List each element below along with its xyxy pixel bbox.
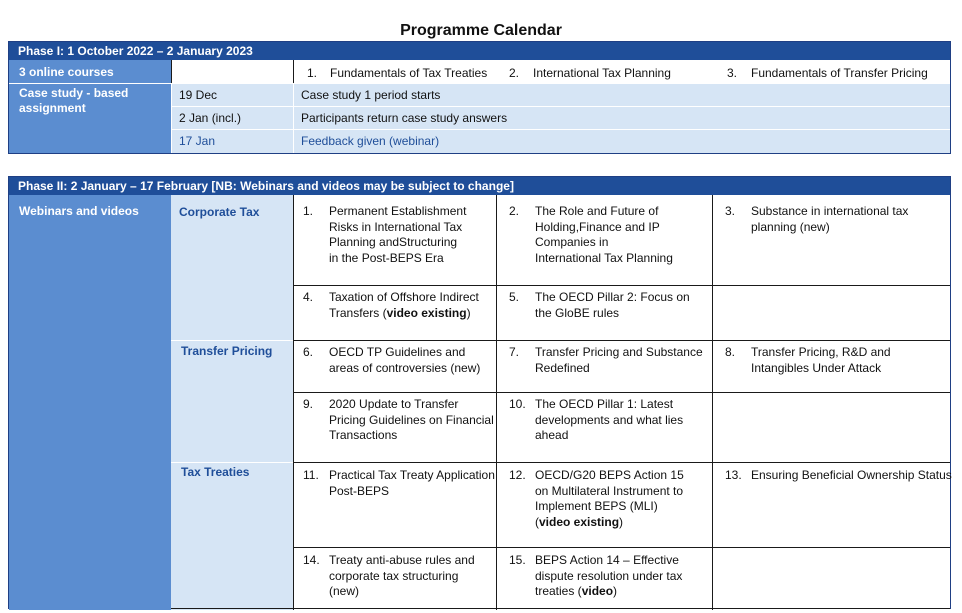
case-study-label: Case study - based assignment — [9, 83, 171, 153]
case-date-1: 19 Dec — [179, 88, 218, 102]
case-date-2: 2 Jan (incl.) — [179, 111, 242, 125]
course-1: Fundamentals of Tax Treaties — [330, 66, 488, 80]
case-desc-1: Case study 1 period starts — [301, 88, 441, 102]
page-title: Programme Calendar — [400, 22, 562, 39]
category-tax-treaties: Tax Treaties — [181, 465, 250, 479]
phase1-header: Phase I: 1 October 2022 – 2 January 2023 — [9, 42, 950, 60]
courses-label: 3 online courses — [9, 60, 171, 83]
course-2: International Tax Planning — [533, 66, 671, 80]
case-desc-3: Feedback given (webinar) — [301, 134, 440, 148]
course-3: Fundamentals of Transfer Pricing — [751, 66, 928, 80]
category-transfer-pricing: Transfer Pricing — [181, 344, 273, 358]
course-3-num: 3. — [727, 66, 738, 80]
course-2-num: 2. — [509, 66, 520, 80]
case-desc-2: Participants return case study answers — [301, 111, 508, 125]
phase2-header: Phase II: 2 January – 17 February [NB: Webinars and videos may be subject to change] — [9, 177, 950, 195]
phase1-table — [8, 41, 951, 154]
case-date-3: 17 Jan — [179, 134, 216, 148]
course-1-num: 1. — [307, 66, 318, 80]
phase2-table: Phase II: 2 January – 17 February [NB: Webinars and videos may be subject to change] Webinars and videos Corporate Tax Transfer Pricing Tax Treaties 1. Permanent Establishment Risks in International Tax Planning andStructuring in the Post-BEPS Era 2. The Role and Future of Holding,Finance and IP Companies in International Tax Planning 3. Substance in international tax planning (new) 4. Taxation of Offshore Indirect Transfers (video existing) 5. The OECD Pillar 2: Focus on the GloBE rules 6. OECD TP Guidelines and areas of controversies (new) 7. Transfer Pricing and Substance Redefined 8. Transfer Pricing, R&D and Intangibles Under Attack 9. 2020 Update to Transfer Pricing Guidelines on Financial Transactions 10. The OECD Pillar 1: Latest developments and what lies ahead 11. Practical Tax Treaty Application Post-BEPS 12. OECD/G20 BEPS Action 15 on Multilateral Instrument to Implement BEPS (MLI) (video existing) 13. Ensuring Beneficial Ownership Status 14. Treaty anti-abuse rules and corporate tax structuring (new) 15. BEPS Action 14 – Effective dispute resolution under tax treaties (video) — [8, 176, 951, 609]
category-corporate-tax: Corporate Tax — [179, 205, 260, 219]
webinars-label: Webinars and videos — [9, 195, 171, 610]
